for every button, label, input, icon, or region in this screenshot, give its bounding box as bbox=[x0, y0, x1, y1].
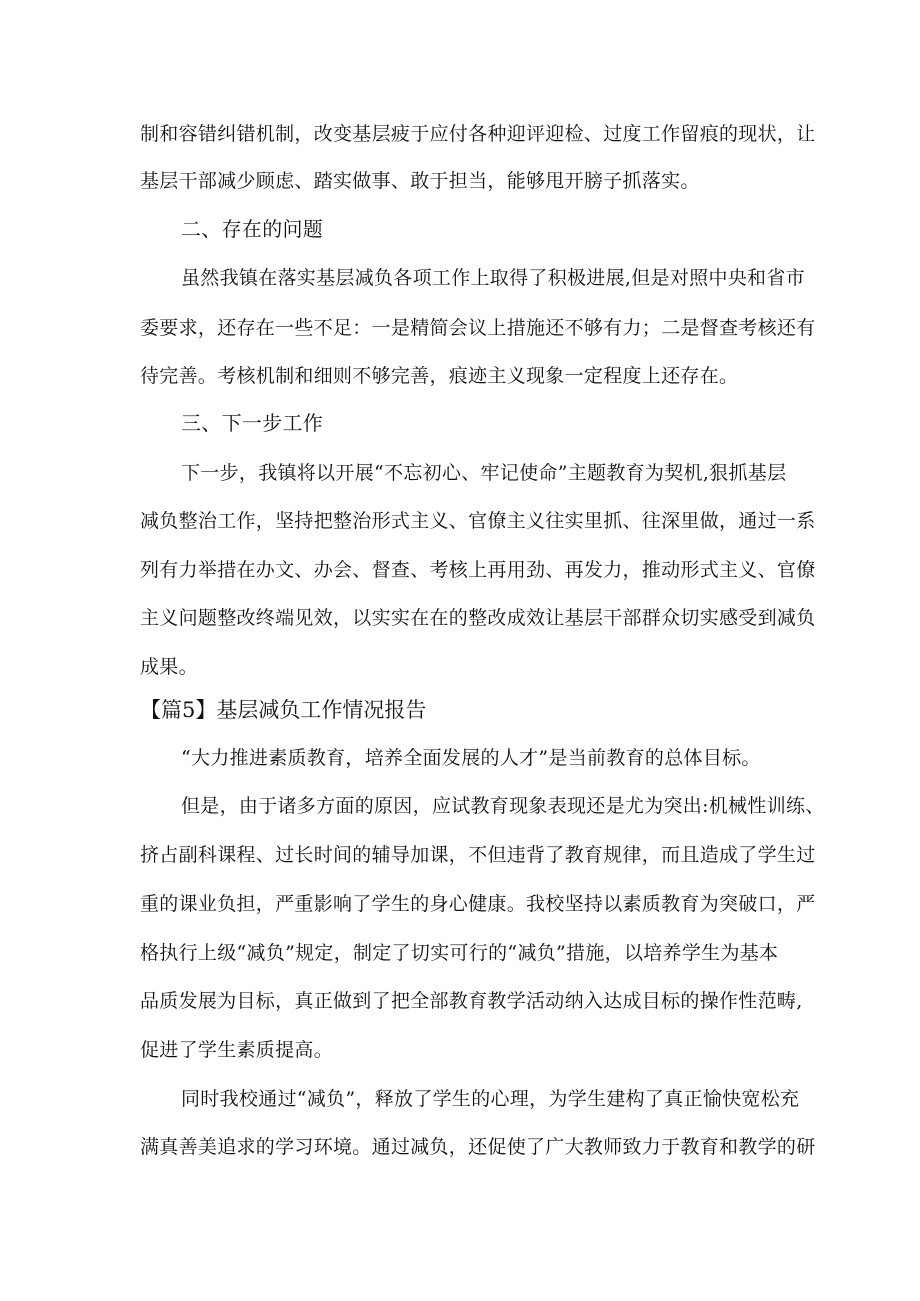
paragraph-line: 促进了学生素质提高。 bbox=[140, 1039, 334, 1061]
paragraph-line: 列有力举措在办文、办会、督查、考核上再用劲、再发力，推动形式主义、官僚 bbox=[140, 559, 816, 581]
section-heading: 二、存在的问题 bbox=[181, 217, 324, 241]
paragraph-line: “大力推进素质教育，培养全面发展的人才”是当前教育的总体目标。 bbox=[181, 747, 761, 769]
section-heading: 三、下一步工作 bbox=[181, 411, 324, 435]
paragraph-line: 制和容错纠错机制，改变基层疲于应付各种迎评迎检、过度工作留痕的现状，让 bbox=[140, 123, 816, 145]
paragraph-line: 待完善。考核机制和细则不够完善，痕迹主义现象一定程度上还存在。 bbox=[140, 365, 739, 387]
chapter-title: 【篇5】基层减负工作情况报告 bbox=[140, 698, 427, 722]
paragraph-line: 品质发展为目标，真正做到了把全部教育教学活动纳入达成目标的操作性范畴, bbox=[140, 990, 803, 1012]
paragraph-line: 挤占副科课程、过长时间的辅导加课，不但违背了教育规律，而且造成了学生过 bbox=[140, 844, 816, 866]
paragraph-line: 但是，由于诸多方面的原因，应试教育现象表现还是尤为突出:机械性训练、 bbox=[181, 795, 825, 817]
paragraph-line: 满真善美追求的学习环境。通过减负，还促使了广大教师致力于教育和教学的研 bbox=[140, 1136, 816, 1158]
paragraph-line: 基层干部减少顾虑、踏实做事、敢于担当，能够甩开膀子抓落实。 bbox=[140, 170, 700, 192]
paragraph-line: 主义问题整改终端见效，以实实在在的整改成效让基层干部群众切实感受到减负 bbox=[140, 607, 816, 629]
paragraph-line: 减负整治工作，坚持把整治形式主义、官僚主义往实里抓、往深里做，通过一系 bbox=[140, 510, 816, 532]
paragraph-line: 成果。 bbox=[140, 656, 198, 678]
paragraph-line: 同时我校通过“减负”，释放了学生的心理，为学生建构了真正愉快宽松充 bbox=[181, 1088, 800, 1110]
paragraph-line: 格执行上级“减负”规定，制定了切实可行的“减负”措施，以培养学生为基本 bbox=[140, 942, 779, 964]
paragraph-line: 委要求，还存在一些不足：一是精简会议上措施还不够有力；二是督查考核还有 bbox=[140, 317, 816, 339]
paragraph-line: 下一步，我镇将以开展“不忘初心、牢记使命”主题教育为契机,狠抓基层 bbox=[181, 462, 787, 484]
paragraph-line: 虽然我镇在落实基层减负各项工作上取得了积极进展,但是对照中央和省市 bbox=[181, 267, 805, 289]
paragraph-line: 重的课业负担，严重影响了学生的身心健康。我校坚持以素质教育为突破口，严 bbox=[140, 893, 816, 915]
